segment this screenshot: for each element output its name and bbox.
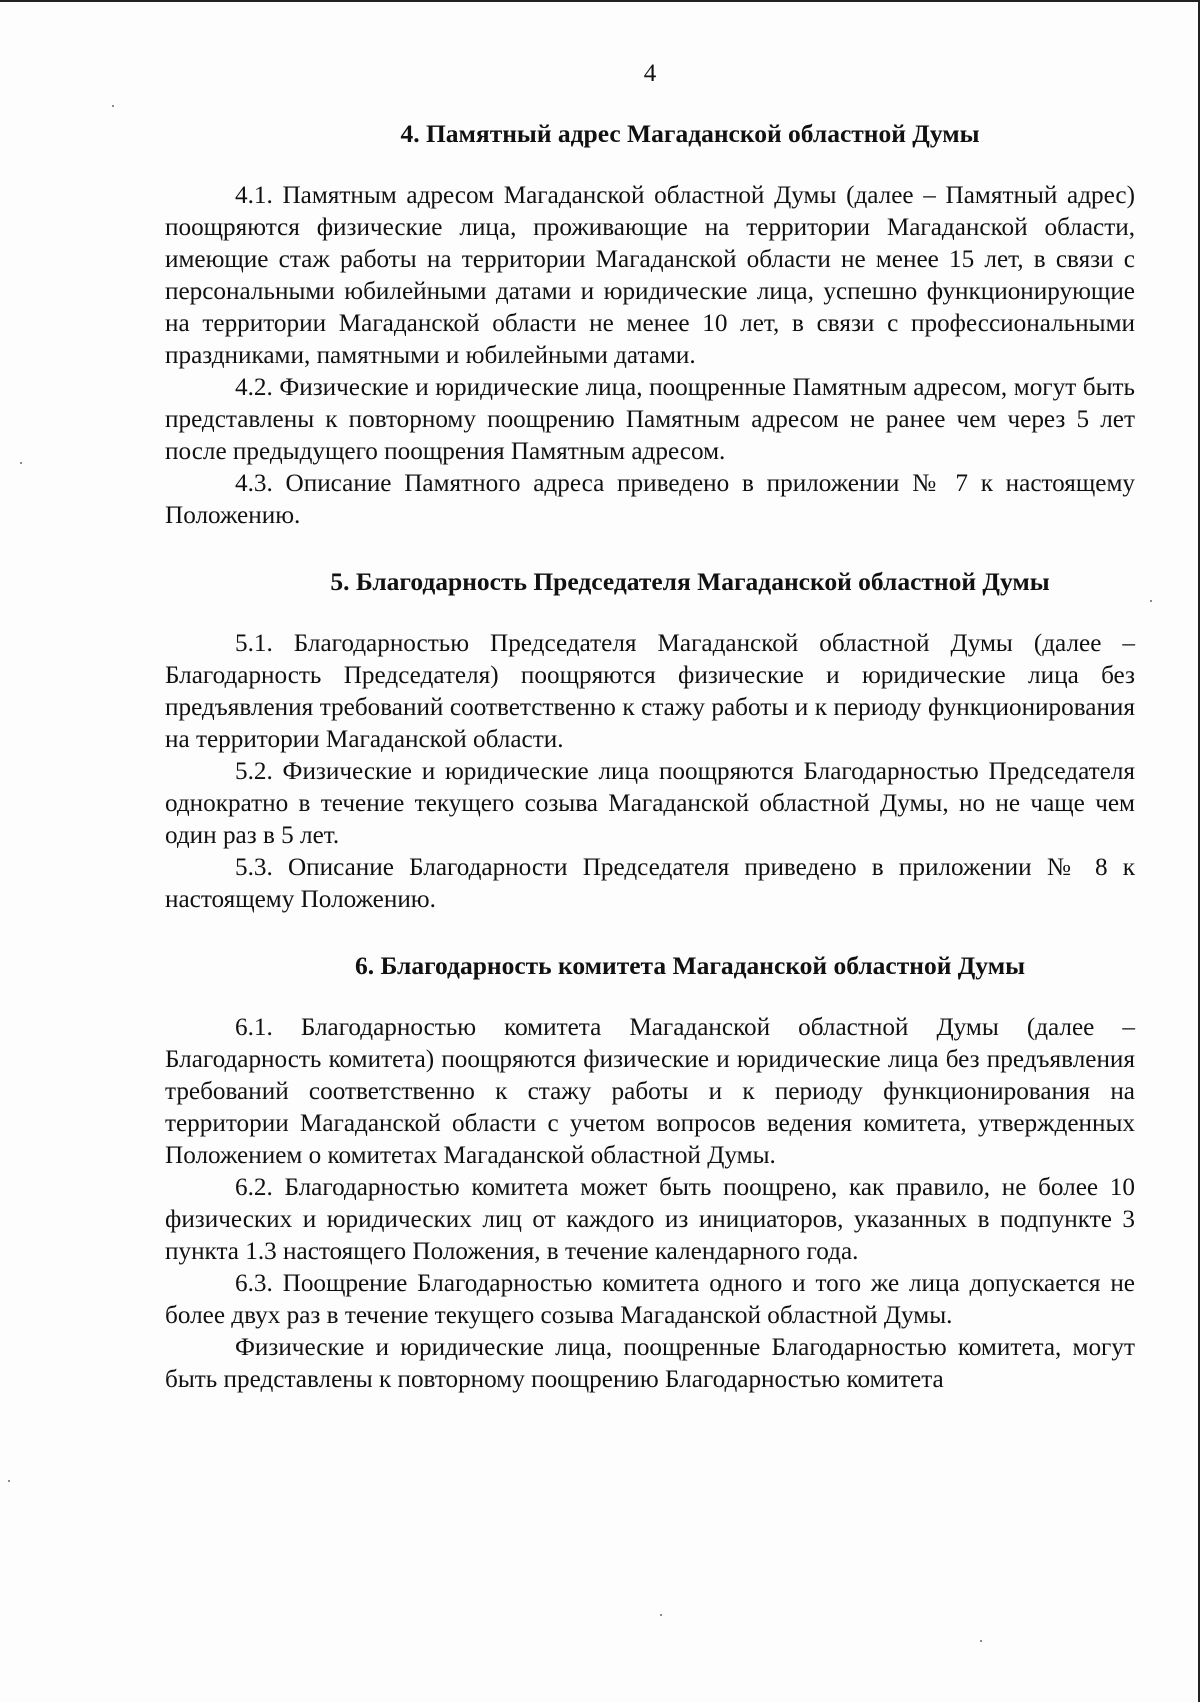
section-heading: 5. Благодарность Председателя Магаданской областной Думы: [330, 567, 1050, 596]
scan-speck: [980, 1640, 982, 1642]
section-heading: 6. Благодарность комитета Магаданской областной Думы: [355, 951, 1025, 980]
paragraph: 4.2. Физические и юридические лица, поощренные Памятным адресом, могут быть представлены к повторному поощрению Памятным адресом не ранее чем через 5 лет после предыдущего поощрения Памятным адресом.: [165, 374, 1135, 465]
paragraph: 5.2. Физические и юридические лица поощряются Благодарностью Председателя однократно в течение текущего созыва Магаданской областной Думы, но не чаще чем один раз в 5 лет.: [165, 758, 1135, 849]
paragraph: 4.1. Памятным адресом Магаданской областной Думы (далее – Памятный адрес) поощряются физические лица, проживающие на территории Магаданской области, имеющие стаж работы на территории Магаданской области не менее 15 лет, в связи с персональными юбилейными датами и юридические лица, успешно функционирующие на территории Магаданской области не менее 10 лет, в связи с профессиональными праздниками, памятными и юбилейными датами.: [165, 182, 1135, 369]
paragraph: 5.3. Описание Благодарности Председателя приведено в приложении № 8 к настоящему Положению.: [165, 854, 1135, 913]
section-4: [165, 118, 1135, 532]
scan-speck: [1150, 600, 1152, 602]
scan-speck: [8, 1480, 10, 1482]
section-5: [165, 566, 1135, 916]
paragraph: 4.3. Описание Памятного адреса приведено в приложении № 7 к настоящему Положению.: [165, 470, 1135, 529]
scan-speck: [20, 462, 22, 464]
page-number: 4: [643, 60, 657, 87]
paragraph: Физические и юридические лица, поощренные Благодарностью комитета, могут быть представлены к повторному поощрению Благодарностью комитета: [165, 1334, 1135, 1393]
paragraph: 6.2. Благодарностью комитета может быть поощрено, как правило, не более 10 физических и юридических лиц от каждого из инициаторов, указанных в подпункте 3 пункта 1.3 настоящего Положения, в течение календарного года.: [165, 1174, 1135, 1265]
scan-speck: [660, 1614, 662, 1616]
paragraph: 5.1. Благодарностью Председателя Магаданской областной Думы (далее – Благодарность Председателя) поощряются физические и юридические лица без предъявления требований соответственно к стажу работы и к периоду функционирования на территории Магаданской области.: [165, 630, 1135, 753]
paragraph: 6.1. Благодарностью комитета Магаданской областной Думы (далее – Благодарность комитета) поощряются физические и юридические лица без предъявления требований соответственно к стажу работы и к периоду функционирования на территории Магаданской области с учетом вопросов ведения комитета, утвержденных Положением о комитетах Магаданской областной Думы.: [165, 1014, 1135, 1169]
section-6: [165, 950, 1135, 1396]
scan-speck: [112, 105, 114, 107]
paragraph: 6.3. Поощрение Благодарностью комитета одного и того же лица допускается не более двух раз в течение текущего созыва Магаданской областной Думы.: [165, 1270, 1135, 1329]
document-body: [165, 118, 1135, 1396]
section-heading: 4. Памятный адрес Магаданской областной Думы: [400, 119, 980, 148]
scan-edge-top: [0, 0, 1200, 2]
